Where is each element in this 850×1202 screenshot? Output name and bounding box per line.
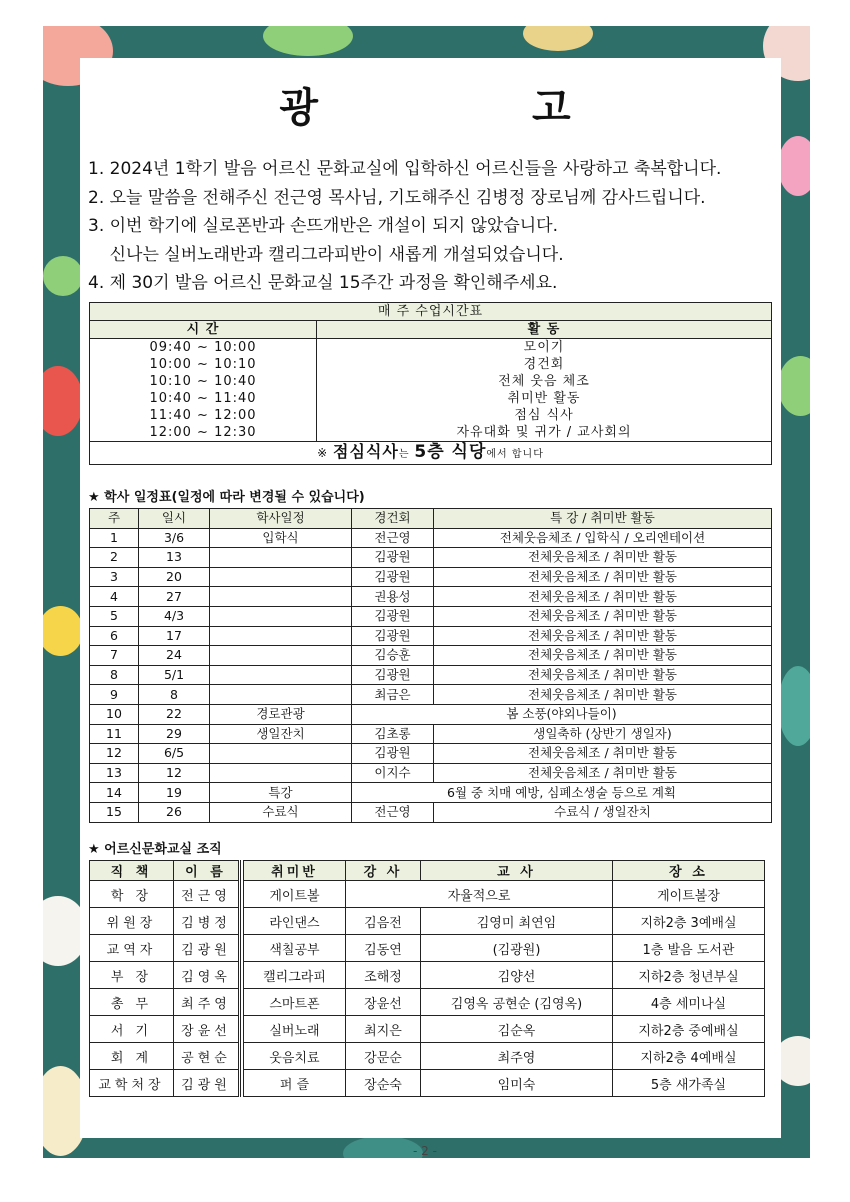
time-cell: 11:40 ~ 12:00 — [90, 407, 317, 424]
date-cell: 27 — [139, 587, 210, 607]
name-cell: 장윤선 — [173, 1016, 238, 1043]
table-row — [90, 783, 772, 803]
devotion-cell: 전근영 — [352, 802, 434, 822]
schedule-header: 일시 — [139, 509, 210, 529]
notice-item: 4. 제 30기 발음 어르신 문화교실 15주간 과정을 확인해주세요. — [88, 273, 558, 293]
activity-cell: 전체웃음체조 / 취미반 활동 — [434, 646, 772, 666]
table-row — [90, 548, 772, 568]
class-header: 장 소 — [613, 861, 765, 881]
table-row — [244, 962, 765, 989]
instructor-cell: 김음전 — [346, 908, 421, 935]
devotion-cell: 최금은 — [352, 685, 434, 705]
week-cell: 4 — [90, 587, 139, 607]
leaf-decoration — [43, 256, 83, 296]
date-cell: 26 — [139, 802, 210, 822]
week-cell: 12 — [90, 744, 139, 764]
week-cell: 2 — [90, 548, 139, 568]
activity-cell: 전체웃음체조 / 취미반 활동 — [434, 744, 772, 764]
class-name-cell: 게이트볼 — [244, 881, 346, 908]
position-cell: 서 기 — [90, 1016, 174, 1043]
location-cell: 1층 발음 도서관 — [613, 935, 765, 962]
activity-cell: 봄 소풍(야외나들이) — [352, 704, 772, 724]
weekly-timetable — [89, 302, 772, 465]
note-particle: 는 — [398, 449, 410, 460]
class-header: 취미반 — [244, 861, 346, 881]
table-row — [90, 763, 772, 783]
activity-cell: 수료식 / 생일잔치 — [434, 802, 772, 822]
date-cell: 20 — [139, 567, 210, 587]
instructor-cell: 김동연 — [346, 935, 421, 962]
activity-cell: 경건회 — [317, 356, 772, 373]
class-note-cell: 자율적으로 — [346, 881, 613, 908]
flower-decoration — [43, 366, 83, 436]
position-cell: 교역자 — [90, 935, 174, 962]
time-cell: 10:10 ~ 10:40 — [90, 373, 317, 390]
table-row — [90, 665, 772, 685]
notice-list — [88, 155, 778, 298]
table-row — [244, 908, 765, 935]
activity-cell: 점심 식사 — [317, 407, 772, 424]
table-row — [90, 646, 772, 666]
name-cell: 김병정 — [173, 908, 238, 935]
teacher-cell: (김광원) — [421, 935, 613, 962]
event-cell — [210, 685, 352, 705]
date-cell: 3/6 — [139, 528, 210, 548]
event-cell — [210, 646, 352, 666]
teacher-cell: 김순옥 — [421, 1016, 613, 1043]
table-row — [90, 935, 239, 962]
time-cell: 10:40 ~ 11:40 — [90, 390, 317, 407]
table-row — [90, 528, 772, 548]
date-cell: 13 — [139, 548, 210, 568]
teacher-cell: 임미숙 — [421, 1070, 613, 1097]
instructor-cell: 강문순 — [346, 1043, 421, 1070]
page-title: 광 고 — [279, 85, 671, 131]
event-cell: 입학식 — [210, 528, 352, 548]
class-name-cell: 색칠공부 — [244, 935, 346, 962]
notice-item: 1. 2024년 1학기 발음 어르신 문화교실에 입학하신 어르신들을 사랑하고 축복합니다. — [88, 159, 722, 179]
class-header: 교 사 — [421, 861, 613, 881]
activity-cell: 전체웃음체조 / 취미반 활동 — [434, 626, 772, 646]
flower-decoration — [43, 606, 83, 656]
time-cell: 10:00 ~ 10:10 — [90, 356, 317, 373]
table-row — [90, 744, 772, 764]
timetable-header-activity: 활 동 — [317, 321, 772, 339]
name-cell: 최주영 — [173, 989, 238, 1016]
date-cell: 6/5 — [139, 744, 210, 764]
schedule-header: 특 강 / 취미반 활동 — [434, 509, 772, 529]
table-row — [90, 567, 772, 587]
table-row — [90, 962, 239, 989]
date-cell: 19 — [139, 783, 210, 803]
activity-cell: 6월 중 치매 예방, 심폐소생술 등으로 계획 — [352, 783, 772, 803]
table-row — [90, 1016, 239, 1043]
teacher-cell: 김영옥 공현순 (김영옥) — [421, 989, 613, 1016]
org-heading: ★ 어르신문화교실 조직 — [88, 842, 222, 857]
schedule-header: 주 — [90, 509, 139, 529]
activity-cell: 전체웃음체조 / 취미반 활동 — [434, 567, 772, 587]
week-cell: 9 — [90, 685, 139, 705]
leaf-decoration — [523, 26, 593, 51]
time-cell: 09:40 ~ 10:00 — [90, 339, 317, 357]
table-row — [244, 989, 765, 1016]
event-cell — [210, 548, 352, 568]
week-cell: 11 — [90, 724, 139, 744]
location-cell: 지하2층 4예배실 — [613, 1043, 765, 1070]
date-cell: 12 — [139, 763, 210, 783]
activity-cell: 전체웃음체조 / 취미반 활동 — [434, 685, 772, 705]
table-row — [90, 1070, 239, 1097]
notice-item: 3. 이번 학기에 실로폰반과 손뜨개반은 개설이 되지 않았습니다. — [88, 216, 558, 236]
teacher-cell: 최주영 — [421, 1043, 613, 1070]
class-name-cell: 웃음치료 — [244, 1043, 346, 1070]
position-cell: 학 장 — [90, 881, 174, 908]
table-row — [90, 724, 772, 744]
schedule-header: 학사일정 — [210, 509, 352, 529]
activity-cell: 자유대화 및 귀가 / 교사회의 — [317, 424, 772, 442]
event-cell — [210, 744, 352, 764]
date-cell: 24 — [139, 646, 210, 666]
table-row — [90, 626, 772, 646]
activity-cell: 생일축하 (상반기 생일자) — [434, 724, 772, 744]
event-cell — [210, 606, 352, 626]
event-cell: 특강 — [210, 783, 352, 803]
note-mark: ※ — [317, 446, 329, 460]
notice-item: 신나는 실버노래반과 캘리그라피반이 새롭게 개설되었습니다. — [88, 244, 564, 265]
week-cell: 5 — [90, 606, 139, 626]
devotion-cell: 권용성 — [352, 587, 434, 607]
instructor-cell: 장순숙 — [346, 1070, 421, 1097]
table-row — [244, 1070, 765, 1097]
table-row — [90, 1043, 239, 1070]
class-table — [243, 860, 765, 1097]
note-lunch: 점심식사 — [333, 442, 399, 461]
devotion-cell: 김광원 — [352, 606, 434, 626]
devotion-cell: 전근영 — [352, 528, 434, 548]
week-cell: 8 — [90, 665, 139, 685]
time-cell: 12:00 ~ 12:30 — [90, 424, 317, 442]
table-row — [90, 802, 772, 822]
timetable-header-time: 시 간 — [90, 321, 317, 339]
instructor-cell: 조해정 — [346, 962, 421, 989]
table-row — [90, 881, 239, 908]
academic-schedule-table — [89, 508, 772, 823]
staff-table — [89, 860, 239, 1097]
class-name-cell: 실버노래 — [244, 1016, 346, 1043]
position-cell: 부 장 — [90, 962, 174, 989]
position-cell: 위원장 — [90, 908, 174, 935]
page-number: - 2 - — [413, 1144, 437, 1158]
event-cell — [210, 626, 352, 646]
week-cell: 15 — [90, 802, 139, 822]
week-cell: 13 — [90, 763, 139, 783]
table-row — [90, 587, 772, 607]
flower-decoration — [778, 136, 810, 196]
table-row — [244, 881, 765, 908]
week-cell: 14 — [90, 783, 139, 803]
instructor-cell: 장윤선 — [346, 989, 421, 1016]
name-cell: 전근영 — [173, 881, 238, 908]
teacher-cell: 김양선 — [421, 962, 613, 989]
event-cell — [210, 587, 352, 607]
devotion-cell: 김광원 — [352, 626, 434, 646]
table-row — [90, 704, 772, 724]
table-row — [90, 989, 239, 1016]
class-name-cell: 스마트폰 — [244, 989, 346, 1016]
class-header: 강 사 — [346, 861, 421, 881]
staff-header: 이 름 — [173, 861, 238, 881]
date-cell: 5/1 — [139, 665, 210, 685]
schedule-header: 경건회 — [352, 509, 434, 529]
event-cell: 경로관광 — [210, 704, 352, 724]
week-cell: 1 — [90, 528, 139, 548]
schedule-heading: ★ 학사 일정표(일정에 따라 변경될 수 있습니다) — [88, 490, 365, 505]
date-cell: 8 — [139, 685, 210, 705]
name-cell: 김광원 — [173, 1070, 238, 1097]
note-location: 5층 식당 — [414, 442, 487, 462]
week-cell: 7 — [90, 646, 139, 666]
activity-cell: 전체웃음체조 / 취미반 활동 — [434, 548, 772, 568]
leaf-decoration — [778, 666, 810, 746]
position-cell: 교학처장 — [90, 1070, 174, 1097]
activity-cell: 전체 웃음 체조 — [317, 373, 772, 390]
class-name-cell: 캘리그라피 — [244, 962, 346, 989]
table-row — [244, 1016, 765, 1043]
location-cell: 4층 세미나실 — [613, 989, 765, 1016]
position-cell: 회 계 — [90, 1043, 174, 1070]
activity-cell: 전체웃음체조 / 입학식 / 오리엔테이션 — [434, 528, 772, 548]
devotion-cell: 김초롱 — [352, 724, 434, 744]
table-row — [90, 606, 772, 626]
location-cell: 5층 새가족실 — [613, 1070, 765, 1097]
timetable-caption: 매 주 수업시간표 — [90, 303, 772, 321]
instructor-cell: 최지은 — [346, 1016, 421, 1043]
devotion-cell: 김승훈 — [352, 646, 434, 666]
class-name-cell: 퍼 즐 — [244, 1070, 346, 1097]
location-cell: 지하2층 3예배실 — [613, 908, 765, 935]
activity-cell: 전체웃음체조 / 취미반 활동 — [434, 665, 772, 685]
date-cell: 22 — [139, 704, 210, 724]
teacher-cell: 김영미 최연임 — [421, 908, 613, 935]
activity-cell: 전체웃음체조 / 취미반 활동 — [434, 606, 772, 626]
table-row — [244, 1043, 765, 1070]
event-cell — [210, 567, 352, 587]
notice-item: 2. 오늘 말씀을 전해주신 전근영 목사님, 기도해주신 김병정 장로님께 감사드립니다. — [88, 187, 706, 208]
location-cell: 게이트볼장 — [613, 881, 765, 908]
devotion-cell: 김광원 — [352, 567, 434, 587]
leaf-decoration — [263, 26, 353, 56]
staff-header: 직 책 — [90, 861, 174, 881]
name-cell: 김영옥 — [173, 962, 238, 989]
week-cell: 6 — [90, 626, 139, 646]
position-cell: 총 무 — [90, 989, 174, 1016]
table-row — [244, 935, 765, 962]
location-cell: 지하2층 청년부실 — [613, 962, 765, 989]
week-cell: 3 — [90, 567, 139, 587]
event-cell — [210, 763, 352, 783]
date-cell: 4/3 — [139, 606, 210, 626]
devotion-cell: 이지수 — [352, 763, 434, 783]
activity-cell: 취미반 활동 — [317, 390, 772, 407]
leaf-decoration — [778, 356, 810, 416]
activity-cell: 전체웃음체조 / 취미반 활동 — [434, 587, 772, 607]
activity-cell: 모이기 — [317, 339, 772, 357]
devotion-cell: 김광원 — [352, 548, 434, 568]
event-cell: 생일잔치 — [210, 724, 352, 744]
date-cell: 17 — [139, 626, 210, 646]
event-cell — [210, 665, 352, 685]
devotion-cell: 김광원 — [352, 665, 434, 685]
activity-cell: 전체웃음체조 / 취미반 활동 — [434, 763, 772, 783]
lunch-note — [90, 442, 772, 465]
note-tail: 에서 합니다 — [486, 449, 544, 460]
date-cell: 29 — [139, 724, 210, 744]
week-cell: 10 — [90, 704, 139, 724]
name-cell: 공현순 — [173, 1043, 238, 1070]
name-cell: 김광원 — [173, 935, 238, 962]
location-cell: 지하2층 중예배실 — [613, 1016, 765, 1043]
class-name-cell: 라인댄스 — [244, 908, 346, 935]
event-cell: 수료식 — [210, 802, 352, 822]
devotion-cell: 김광원 — [352, 744, 434, 764]
table-row — [90, 685, 772, 705]
table-row — [90, 908, 239, 935]
